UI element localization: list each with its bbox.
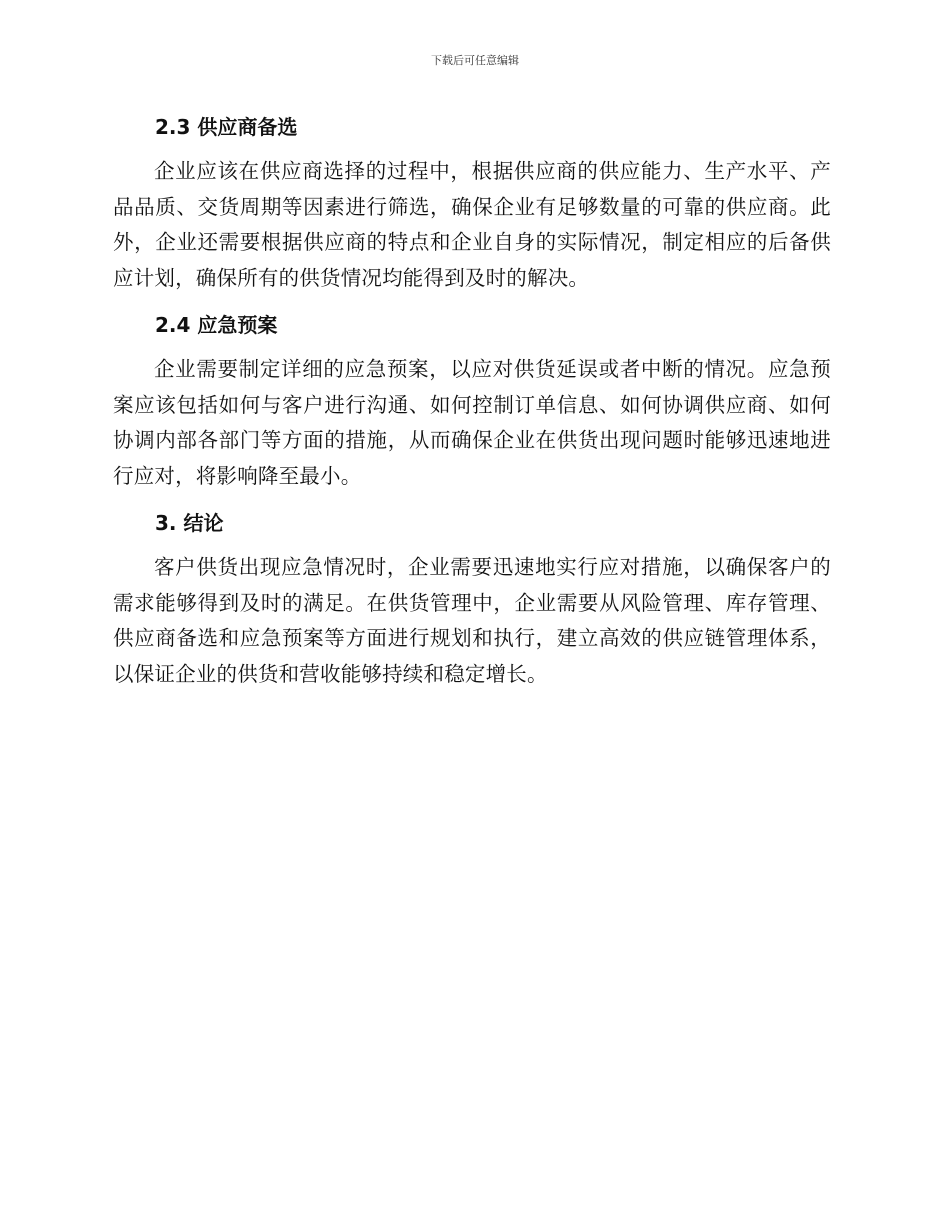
section-paragraph-supplier-backup: 企业应该在供应商选择的过程中，根据供应商的供应能力、生产水平、产品品质、交货周期等因素进行筛选，确保企业有足够数量的可靠的供应商。此外，企业还需要根据供应商的特点和企业自身的实际情况，制定相应的后备供应计划，确保所有的供货情况均能得到及时的解决。 bbox=[113, 159, 831, 290]
section-heading-supplier-backup: 2.3 供应商备选 bbox=[155, 115, 298, 139]
document-body bbox=[113, 112, 831, 706]
section-paragraph-emergency-plan: 企业需要制定详细的应急预案，以应对供货延误或者中断的情况。应急预案应该包括如何与客户进行沟通、如何控制订单信息、如何协调供应商、如何协调内部各部门等方面的措施，从而确保企业在供货出现问题时能够迅速地进行应对，将影响降至最小。 bbox=[113, 357, 831, 488]
section-heading-emergency-plan: 2.4 应急预案 bbox=[155, 313, 278, 337]
page-header-note: 下载后可任意编辑 bbox=[431, 54, 519, 67]
section-heading-conclusion: 3. 结论 bbox=[155, 511, 224, 535]
section-paragraph-conclusion: 客户供货出现应急情况时，企业需要迅速地实行应对措施，以确保客户的需求能够得到及时的满足。在供货管理中，企业需要从风险管理、库存管理、供应商备选和应急预案等方面进行规划和执行，建立高效的供应链管理体系，以保证企业的供货和营收能够持续和稳定增长。 bbox=[113, 555, 831, 686]
